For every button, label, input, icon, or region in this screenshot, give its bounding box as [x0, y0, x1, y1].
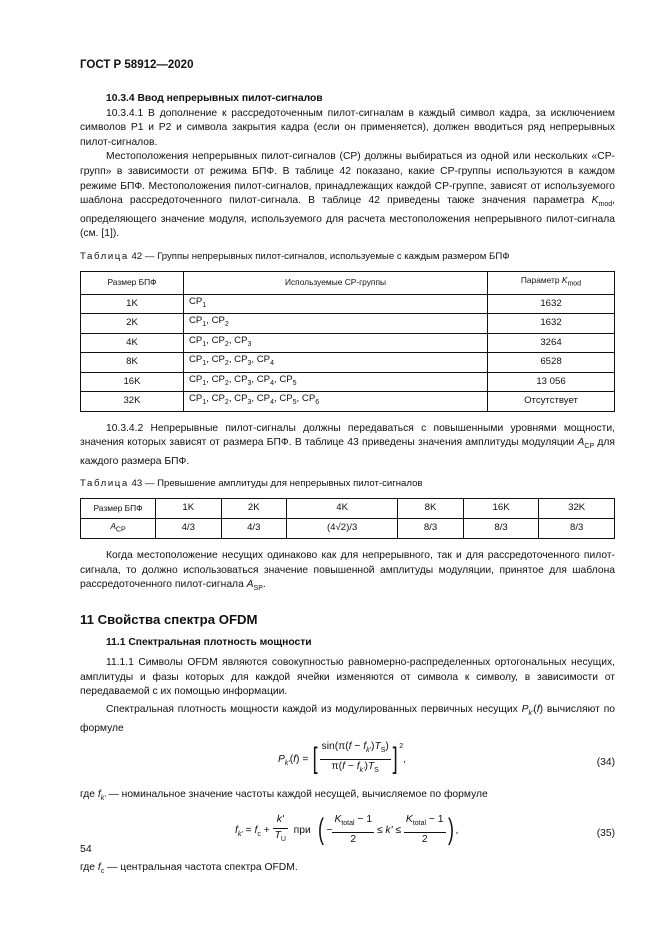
table-cell: 3264 — [488, 333, 615, 353]
formula-35-number: (35) — [596, 827, 615, 839]
table-43-caption: Таблица 43 — Превышение амплитуды для непрерывных пилот-сигналов — [80, 478, 423, 490]
table-cell: 32K — [539, 499, 615, 519]
table-cell: $CP_1$, $CP_2$, $CP_3$, $CP_4$ — [184, 353, 488, 373]
paragraph-10-3-4-1: 10.3.4.1 В дополнение к рассредоточенным пилот-сигналам в каждый символ кадра, за исключением символов P1 и P2 и символа закрытия кадра (если он применяется), должен вводиться ряд непрерывных пилот-сигналов. — [80, 107, 615, 148]
paragraph-spectral-density: Спектральная плотность мощности каждой из модулированных первичных несущих $P_{k'}(f)$ вычисляют по формуле — [80, 704, 615, 734]
table-cell: 1632 — [488, 294, 615, 314]
paragraph-cp-locations: Местоположения непрерывных пилот-сигналов (CP) должны выбираться из одной или нескольких «CP-групп» в зависимости от режима БПФ. В таблице 42 показано, какие CP-группы используются в каждом режиме БПФ. Местоположения пилот-сигналов, принадлежащих каждой CP-группе, зависят от используемого шаблона рассредоточенного пилот-сигнала. В таблице 42 приведены также значения параметра $K_{mod}$, определяющего значение модуля, используемого для расчета местоположения непрерывного пилот-сигнала (см. [1]). — [80, 151, 615, 240]
paragraph-where-fk: где $f_{k'}$ — номинальное значение частоты каждой несущей, вычисляемое по формуле — [80, 789, 488, 803]
paragraph-where-fc: где $f_c$ — центральная частота спектра OFDM. — [80, 861, 298, 875]
table-cell: (4√2)/3 — [287, 519, 398, 539]
table-cell: 4/3 — [156, 519, 222, 539]
table-row — [81, 372, 615, 392]
section-11-title: 11 Свойства спектра OFDM — [80, 612, 258, 628]
table-row — [81, 519, 615, 539]
table-cell: 4K — [287, 499, 398, 519]
table-cell: 8K — [398, 499, 464, 519]
table-43 — [80, 498, 615, 539]
formula-34 — [80, 740, 615, 784]
table-cell: 2K — [81, 314, 184, 334]
table-cell: 2K — [221, 499, 287, 519]
formula-34-number: (34) — [596, 757, 615, 769]
formula-35 — [80, 811, 615, 857]
table-cell: $CP_1$, $CP_2$, $CP_3$, $CP_4$, $CP_5$ — [184, 372, 488, 392]
table-row — [81, 314, 615, 334]
table-header: Используемые CP-группы — [184, 271, 488, 294]
table-cell: 16K — [463, 499, 539, 519]
table-42-body — [81, 294, 615, 411]
table-cell: $CP_1$, $CP_2$, $CP_3$ — [184, 333, 488, 353]
table-cell: 1K — [81, 294, 184, 314]
table-row — [81, 499, 615, 519]
table-cell: 1K — [156, 499, 222, 519]
table-cell: $CP_1$, $CP_2$, $CP_3$, $CP_4$, $CP_5$, $CP_6$ — [184, 392, 488, 412]
table-cell: 4K — [81, 333, 184, 353]
table-cell: 32K — [81, 392, 184, 412]
table-row — [81, 333, 615, 353]
table-cell: 16K — [81, 372, 184, 392]
page-number: 54 — [80, 843, 92, 855]
table-cell: 13 056 — [488, 372, 615, 392]
table-cell: Отсутствует — [488, 392, 615, 412]
table-cell: $CP_1$ — [184, 294, 488, 314]
table-cell: 8/3 — [463, 519, 539, 539]
paragraph-11-1-1: 11.1.1 Символы OFDM являются совокупностью равномерно-распределенных ортогональных несущих, амплитуды и фазы которых для каждой ячейки изменяются от символа к символу, в зависимости от передаваемой с их помощью информации. — [80, 657, 615, 698]
table-row — [81, 353, 615, 373]
table-cell: 6528 — [488, 353, 615, 373]
table-cell: 1632 — [488, 314, 615, 334]
table-header: Размер БПФ — [81, 271, 184, 294]
section-11-1-title: 11.1 Спектральная плотность мощности — [106, 636, 312, 648]
table-cell: 8/3 — [539, 519, 615, 539]
paragraph-10-3-4-2: 10.3.4.2 Непрерывные пилот-сигналы должны передаваться с повышенными уровнями мощности, значения которых зависят от размера БПФ. В таблице 43 приведены значения амплитуды модуляции $A_{CP}$ для каждого размера БПФ. — [80, 422, 616, 467]
table-cell: 8K — [81, 353, 184, 373]
table-cell: $CP_1$, $CP_2$ — [184, 314, 488, 334]
table-cell: Размер БПФ — [81, 499, 156, 519]
table-42 — [80, 271, 615, 412]
page-content — [80, 92, 615, 880]
table-row — [81, 392, 615, 412]
section-10-3-4-title: 10.3.4 Ввод непрерывных пилот-сигналов — [106, 93, 323, 104]
formula-34-body: $P_{k'}(f)$ = [ $\frac{\sin(\pi(f - f_{k'})T_S)}{\pi(f - f_{k'})T_S}$ ] $^2$, — [278, 741, 406, 776]
formula-35-body: $f_{k'} = f_c$ + $\frac{k'}{T_U}$ при ( − $K_{total} - 1$ 2 ≤ k' ≤ $K_{total} - 1$ 2 ) , — [235, 813, 459, 847]
table-row — [81, 294, 615, 314]
table-42-caption: Таблица 42 — Группы непрерывных пилот-сигналов, используемые с каждым размером БПФ — [80, 250, 510, 262]
table-cell: 4/3 — [221, 519, 287, 539]
standard-header: ГОСТ Р 58912—2020 — [80, 59, 194, 71]
table-cell: $A_{CP}$ — [81, 519, 156, 539]
table-cell: 8/3 — [398, 519, 464, 539]
paragraph-same-location: Когда местоположение несущих одинаково как для непрерывного, так и для рассредоточенного пилот-сигнала, то должно использоваться значение повышенной амплитуды модуляции, принятое для шаблона рассредоточенного пилот-сигнала $A_{SP}$. — [80, 550, 615, 593]
table-header: Параметр $K_{mod}$ — [488, 271, 615, 294]
